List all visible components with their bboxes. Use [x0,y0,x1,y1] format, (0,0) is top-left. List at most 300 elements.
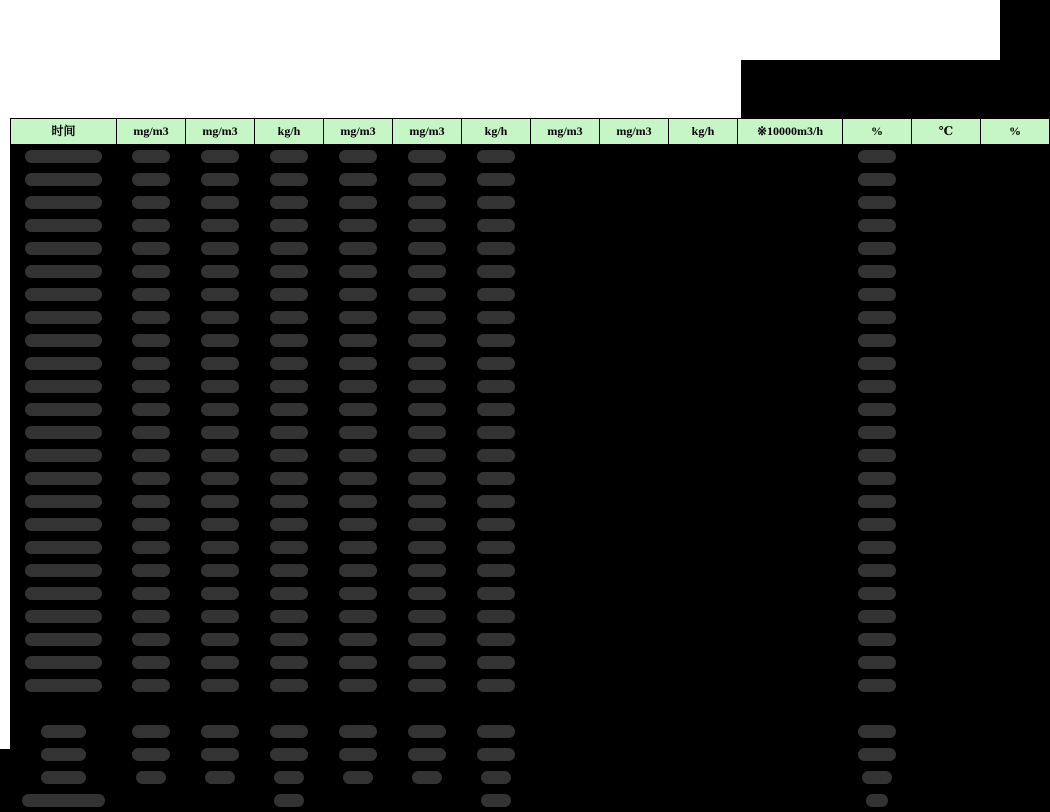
table-cell [186,168,255,191]
table-row[interactable] [11,168,1050,191]
table-cell [600,352,669,375]
table-cell [531,329,600,352]
table-cell [393,375,462,398]
table-row[interactable] [11,260,1050,283]
redacted-value [205,771,234,784]
table-cell [981,582,1050,605]
redacted-value [270,610,307,623]
table-cell [843,766,912,789]
table-row[interactable] [11,628,1050,651]
table-cell [738,490,843,513]
table-cell [531,306,600,329]
redacted-value [201,288,238,301]
table-cell [912,214,981,237]
table-cell [393,352,462,375]
table-cell [393,467,462,490]
table-cell [600,191,669,214]
redacted-value [858,610,895,623]
table-cell [738,513,843,536]
table-cell [912,421,981,444]
table-cell [393,283,462,306]
redacted-value [481,794,510,807]
table-cell [462,628,531,651]
table-cell [11,628,117,651]
table-cell [186,214,255,237]
redacted-value [339,633,376,646]
redacted-value [858,219,895,232]
table-row[interactable] [11,329,1050,352]
table-cell [981,352,1050,375]
redacted-value [270,265,307,278]
redacted-value [201,357,238,370]
redacted-value [132,449,169,462]
redacted-value [339,334,376,347]
redacted-value [136,771,165,784]
table-row[interactable] [11,214,1050,237]
redacted-value [132,541,169,554]
table-cell [843,536,912,559]
table-cell [738,674,843,697]
table-row[interactable] [11,467,1050,490]
table-cell [531,490,600,513]
redacted-value [408,173,445,186]
table-cell [117,306,186,329]
redacted-value [858,748,895,761]
table-cell [186,467,255,490]
table-row[interactable] [11,513,1050,536]
table-cell [186,605,255,628]
redacted-value [477,587,514,600]
table-cell [843,191,912,214]
table-cell [531,674,600,697]
table-cell [531,145,600,168]
table-cell [324,145,393,168]
redacted-value [477,748,514,761]
table-cell [600,329,669,352]
table-cell [186,674,255,697]
table-row[interactable] [11,352,1050,375]
redacted-value [408,518,445,531]
table-row[interactable] [11,674,1050,697]
table-cell [912,674,981,697]
table-cell [324,260,393,283]
table-cell [11,352,117,375]
table-cell [393,536,462,559]
table-cell [117,720,186,743]
table-row[interactable] [11,191,1050,214]
redacted-value [270,403,307,416]
table-cell [255,651,324,674]
table-cell [981,375,1050,398]
table-cell [981,191,1050,214]
paper-panel-top-right [741,0,1000,60]
table-cell [738,214,843,237]
table-cell [981,145,1050,168]
table-cell [462,490,531,513]
redacted-value [408,150,445,163]
data-table [10,118,1050,812]
table-header-row [11,119,1050,145]
table-cell [117,444,186,467]
column-header-nox-emission-rate: kg/h [462,119,531,145]
table-cell [912,490,981,513]
table-cell [669,513,738,536]
column-header-nox-converted-concentration: mg/m3 [393,119,462,145]
table-row[interactable] [11,490,1050,513]
redacted-value [858,357,895,370]
redacted-value [201,610,238,623]
table-row[interactable] [11,145,1050,168]
table-cell [186,352,255,375]
table-cell [531,260,600,283]
table-row[interactable] [11,720,1050,743]
table-cell [11,306,117,329]
table-cell [981,490,1050,513]
table-cell [531,283,600,306]
column-header-time: 时间 [11,119,117,145]
redacted-value [25,610,101,623]
table-cell [738,720,843,743]
redacted-value [270,426,307,439]
table-cell [255,306,324,329]
redacted-value [132,357,169,370]
table-cell [531,582,600,605]
table-cell [738,789,843,812]
table-cell [738,421,843,444]
table-cell [186,766,255,789]
table-cell [11,697,117,720]
table-cell [531,375,600,398]
table-cell [843,697,912,720]
table-cell [669,329,738,352]
redacted-value [408,541,445,554]
table-cell [981,214,1050,237]
table-cell [186,559,255,582]
table-cell [738,605,843,628]
table-cell [186,582,255,605]
redacted-value [408,196,445,209]
table-row[interactable] [11,283,1050,306]
table-cell [324,490,393,513]
redacted-value [270,449,307,462]
table-row[interactable] [11,559,1050,582]
redacted-value [412,771,441,784]
table-row[interactable] [11,789,1050,812]
table-cell [393,697,462,720]
table-row[interactable] [11,398,1050,421]
table-cell [324,306,393,329]
table-cell [462,513,531,536]
redacted-value [477,633,514,646]
table-cell [531,237,600,260]
redacted-value [201,311,238,324]
table-cell [531,191,600,214]
redacted-value [270,656,307,669]
redacted-value [339,288,376,301]
table-cell [912,306,981,329]
table-cell [117,490,186,513]
redacted-value [477,472,514,485]
table-cell [843,651,912,674]
redacted-value [132,265,169,278]
redacted-value [858,633,895,646]
table-cell [186,513,255,536]
table-cell [981,444,1050,467]
table-cell [912,697,981,720]
table-cell [843,306,912,329]
table-cell [186,651,255,674]
table-cell [324,743,393,766]
table-cell [669,605,738,628]
table-cell [117,536,186,559]
table-row[interactable] [11,582,1050,605]
redacted-value [201,173,238,186]
redacted-value [201,334,238,347]
table-cell [843,743,912,766]
redacted-value [858,173,895,186]
table-cell [981,467,1050,490]
table-cell [981,651,1050,674]
table-cell [255,720,324,743]
table-cell [255,329,324,352]
table-cell [600,766,669,789]
table-row[interactable] [11,766,1050,789]
redacted-value [408,679,445,692]
table-cell [186,260,255,283]
redacted-value [201,518,238,531]
redacted-value [132,311,169,324]
table-cell [11,789,117,812]
table-cell [11,582,117,605]
table-cell [600,283,669,306]
table-cell [393,766,462,789]
table-cell [117,352,186,375]
table-cell [462,674,531,697]
table-cell [255,513,324,536]
table-cell [843,582,912,605]
table-cell [11,145,117,168]
table-cell [981,513,1050,536]
redacted-value [477,380,514,393]
table-cell [393,145,462,168]
redacted-value [408,495,445,508]
table-cell [843,352,912,375]
redacted-value [25,150,101,163]
table-cell [462,191,531,214]
redacted-value [339,196,376,209]
table-cell [324,352,393,375]
redacted-value [477,541,514,554]
redacted-value [339,541,376,554]
table-cell [843,375,912,398]
table-cell [843,329,912,352]
redacted-value [132,587,169,600]
redacted-value [201,564,238,577]
redacted-value [270,150,307,163]
table-cell [393,329,462,352]
table-cell [393,398,462,421]
redacted-value [132,334,169,347]
redacted-value [339,242,376,255]
table-cell [669,582,738,605]
redacted-value [858,518,895,531]
table-cell [462,421,531,444]
redacted-value [339,150,376,163]
redacted-value [270,472,307,485]
table-cell [843,467,912,490]
table-cell [912,283,981,306]
table-cell [324,536,393,559]
redacted-value [132,219,169,232]
redacted-value [270,495,307,508]
table-cell [393,582,462,605]
redacted-value [408,357,445,370]
redacted-value [201,679,238,692]
redacted-value [25,633,101,646]
redacted-value [41,748,86,761]
redacted-value [858,265,895,278]
redacted-value [25,357,101,370]
table-cell [324,283,393,306]
table-cell [669,628,738,651]
table-row[interactable] [11,536,1050,559]
redacted-value [408,219,445,232]
redacted-value [25,334,101,347]
table-cell [981,421,1050,444]
table-cell [912,628,981,651]
table-cell [912,582,981,605]
redacted-value [132,196,169,209]
table-cell [186,398,255,421]
table-cell [600,467,669,490]
table-cell [843,605,912,628]
table-cell [738,329,843,352]
table-cell [117,651,186,674]
table-cell [981,398,1050,421]
table-row[interactable] [11,237,1050,260]
table-cell [843,145,912,168]
table-cell [393,605,462,628]
redacted-value [22,794,106,807]
column-header-oxygen-content: % [843,119,912,145]
table-cell [531,789,600,812]
table-cell [531,651,600,674]
redacted-value [201,587,238,600]
table-cell [462,605,531,628]
redacted-value [132,633,169,646]
table-row[interactable] [11,444,1050,467]
table-row[interactable] [11,697,1050,720]
table-row[interactable] [11,421,1050,444]
redacted-value [25,426,101,439]
table-cell [738,168,843,191]
table-cell [255,398,324,421]
table-cell [393,490,462,513]
table-row[interactable] [11,743,1050,766]
table-cell [462,789,531,812]
table-cell [117,168,186,191]
table-cell [324,628,393,651]
table-cell [600,260,669,283]
redacted-value [408,380,445,393]
table-cell [981,766,1050,789]
table-cell [738,766,843,789]
table-row[interactable] [11,306,1050,329]
table-cell [531,214,600,237]
table-cell [324,168,393,191]
table-cell [738,582,843,605]
table-cell [738,145,843,168]
redacted-value [270,196,307,209]
redacted-value [858,150,895,163]
redacted-value [339,587,376,600]
redacted-value [25,311,101,324]
redacted-value [339,219,376,232]
redacted-value [270,311,307,324]
redacted-value [201,495,238,508]
redacted-value [339,357,376,370]
table-cell [843,513,912,536]
table-body [11,145,1050,812]
table-cell [117,191,186,214]
table-cell [600,421,669,444]
redacted-value [41,771,86,784]
table-cell [462,720,531,743]
table-cell [843,444,912,467]
table-cell [669,306,738,329]
redacted-value [339,173,376,186]
table-cell [738,191,843,214]
redacted-value [408,610,445,623]
table-cell [843,720,912,743]
redacted-value [201,242,238,255]
table-cell [669,375,738,398]
redacted-value [25,656,101,669]
table-cell [738,467,843,490]
table-cell [11,168,117,191]
table-cell [738,628,843,651]
table-row[interactable] [11,375,1050,398]
redacted-value [270,518,307,531]
table-cell [912,237,981,260]
redacted-value [339,472,376,485]
table-cell [600,674,669,697]
redacted-value [201,633,238,646]
table-cell [324,214,393,237]
table-cell [11,513,117,536]
table-cell [255,582,324,605]
redacted-value [25,472,101,485]
redacted-value [477,265,514,278]
table-cell [117,214,186,237]
redacted-value [858,449,895,462]
redacted-value [408,748,445,761]
table-cell [255,605,324,628]
redacted-value [477,219,514,232]
table-cell [669,467,738,490]
table-cell [117,260,186,283]
table-cell [462,214,531,237]
table-cell [981,260,1050,283]
redacted-value [477,150,514,163]
table-cell [738,283,843,306]
redacted-value [270,725,307,738]
table-cell [912,375,981,398]
redacted-value [477,679,514,692]
table-row[interactable] [11,651,1050,674]
table-row[interactable] [11,605,1050,628]
table-cell [255,674,324,697]
